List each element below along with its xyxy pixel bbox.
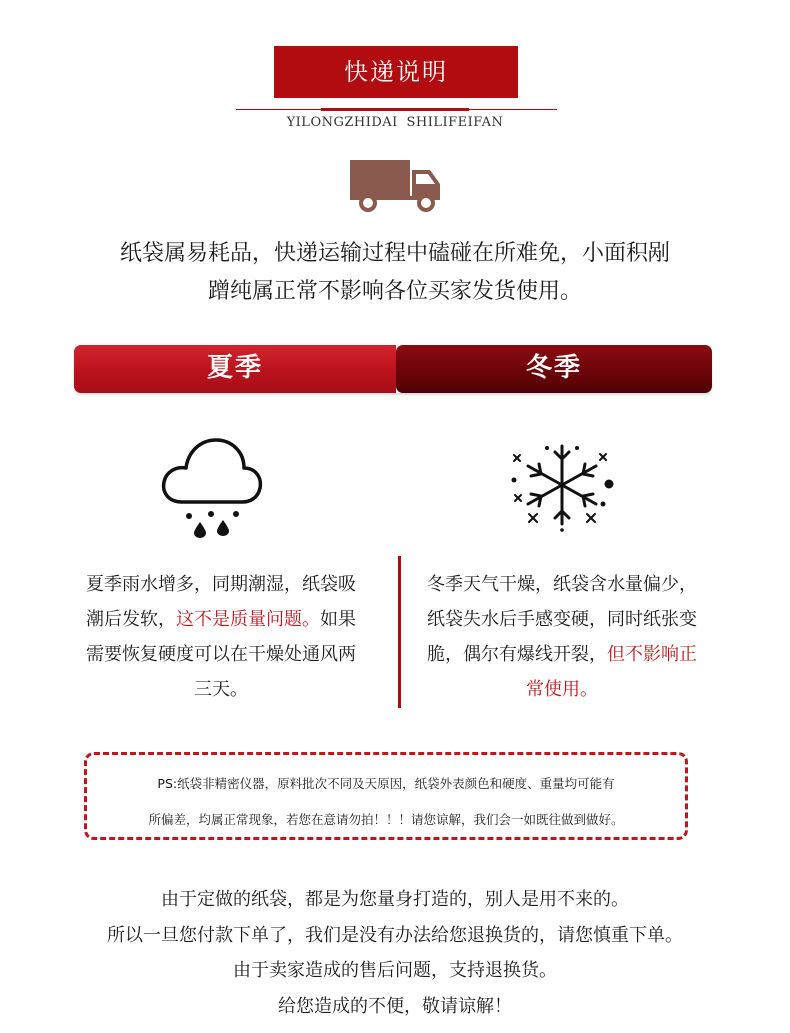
winter-text: 冬季天气干燥，纸袋含水量偏少，纸袋失水后手感变硬，同时纸张变脆，偶尔有爆线开裂， <box>427 574 697 665</box>
title-underline-center <box>321 108 469 111</box>
footer-line-2: 所以一旦您付款下单了，我们是没有办法给您退换货的，请您慎重下单。 <box>107 924 683 946</box>
tab-winter: 冬季 <box>396 345 712 393</box>
season-tabs <box>74 345 712 393</box>
title-underline-left <box>236 109 321 110</box>
intro-line-1: 纸袋属易耗品，快递运输过程中磕碰在所难免，小面积剐 <box>119 241 670 266</box>
footer-notice <box>0 882 790 1024</box>
footer-line-1: 由于定做的纸袋，都是为您量身打造的，别人是用不来的。 <box>161 889 629 910</box>
ps-line-1: PS:纸袋非精密仪器，原料批次不同及天原因，纸袋外表颜色和硬度、重量均可能有 <box>157 776 615 791</box>
section-subtitle: YILONGZHIDAI SHILIFEIFAN <box>286 115 504 130</box>
section-title: 快递说明 <box>274 46 518 98</box>
summer-text-tail: 如果需要恢复硬度可以在干燥处通风两三天。 <box>86 609 356 700</box>
snowflake-icon <box>505 440 621 536</box>
summer-highlight: 这不是质量问题。 <box>176 609 320 630</box>
footer-line-3: 由于卖家造成的售后问题，支持退换货。 <box>233 960 557 981</box>
rain-cloud-icon <box>160 432 264 544</box>
truck-icon <box>350 158 442 216</box>
title-underline-right <box>469 109 557 110</box>
ps-notice-box <box>84 752 688 840</box>
intro-paragraph <box>0 235 790 311</box>
winter-description <box>422 567 702 707</box>
tab-summer: 夏季 <box>74 345 396 393</box>
column-divider <box>398 556 401 708</box>
intro-line-2: 蹭纯属正常不影响各位买家发货使用。 <box>207 279 582 304</box>
summer-text: 夏季雨水增多，同期潮湿，纸袋吸潮后发软， <box>86 574 356 630</box>
ps-line-2: 所偏差，均属正常现象，若您在意请勿拍！！！请您谅解，我们会一如既往做到做好。 <box>148 812 624 827</box>
summer-description <box>81 567 361 707</box>
footer-line-4: 给您造成的不便，敬请谅解！ <box>278 995 512 1017</box>
winter-highlight: 但不影响正常使用。 <box>526 644 697 700</box>
